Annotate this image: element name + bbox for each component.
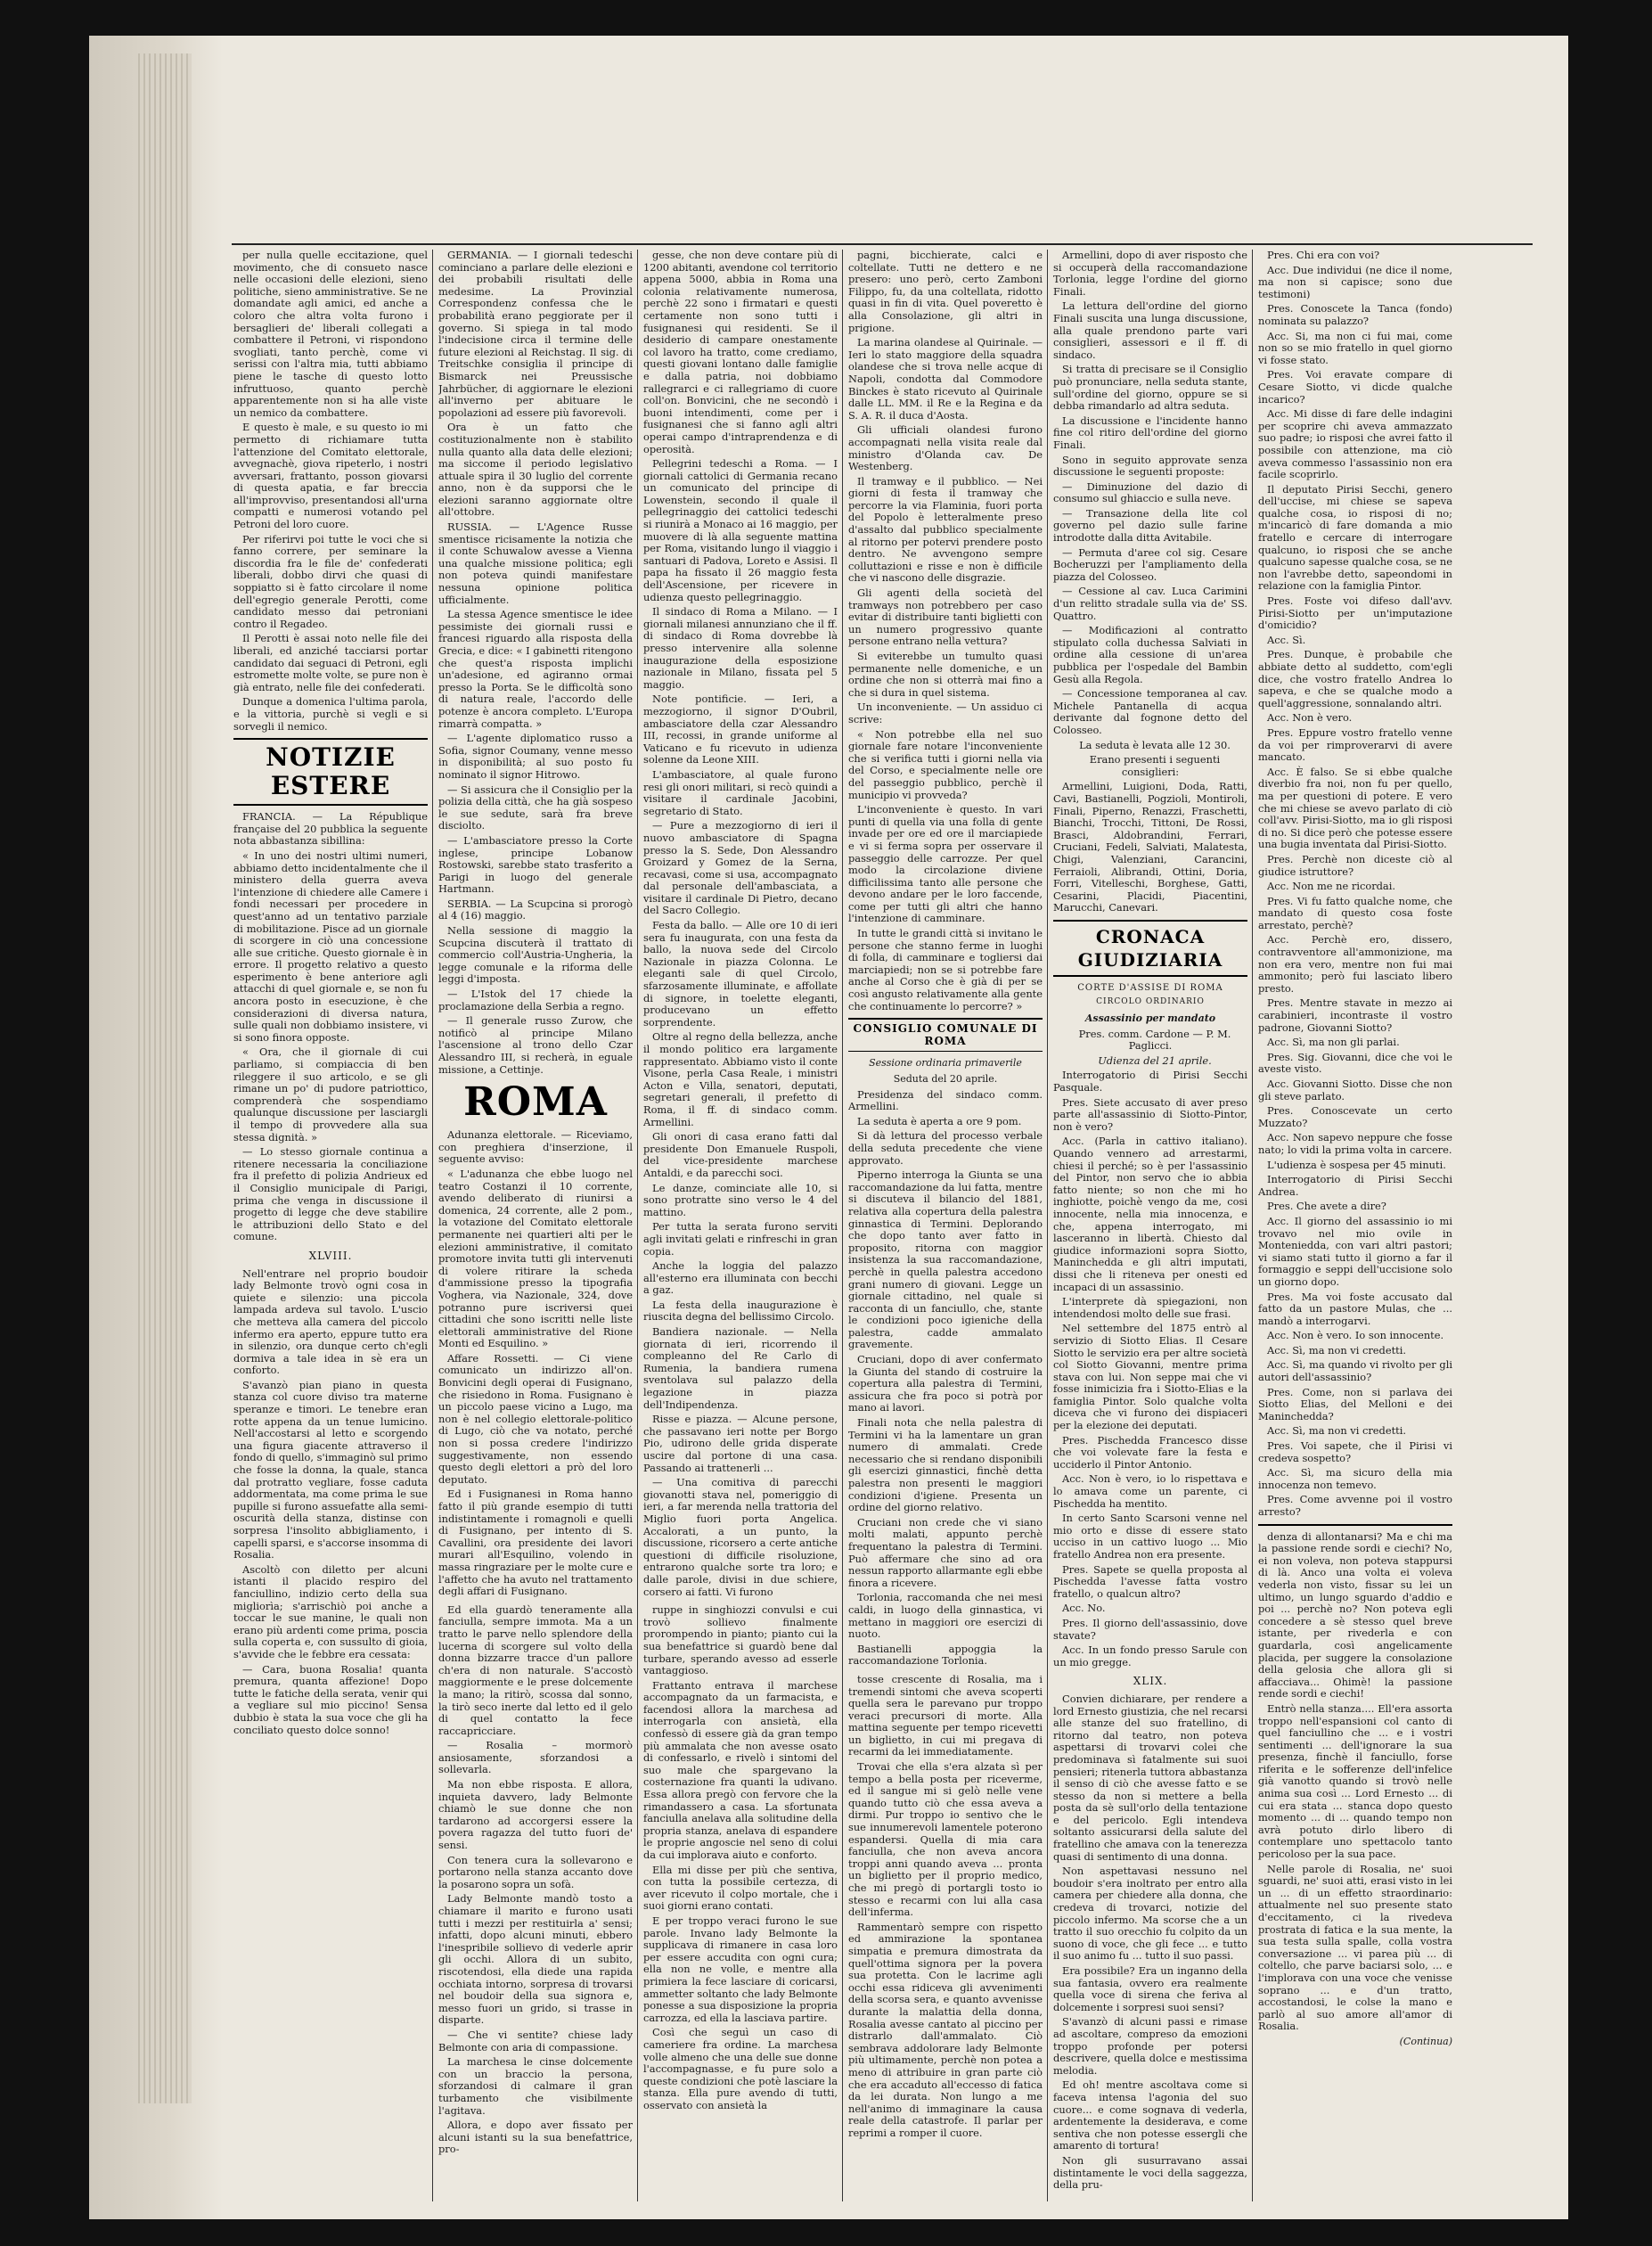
paragraph: — Permuta d'aree col sig. Cesare Bocheruzzi per l'ampliamento della piazza del Colosseo. — [1053, 545, 1247, 583]
paragraph: Ed ella guardò teneramente alla fanciulla, sempre immota. Ma a un tratto le parve nello splendore della lucerna di scorgere sul volto della donna bizzarre tracce d'un pallore ch'era di non naturale. S'accostò maggiormente e le prese dolcemente la mano; la ritirò, scossa dal sonno, la tirò seco inerte dal letto ed il gelo di quel contatto la fece raccapricciare. — [438, 1603, 633, 1737]
paragraph: Acc. Sì, ma non vi credetti. — [1267, 1343, 1406, 1357]
paragraph: Interrogatorio di Pirisi Secchi Pasquale. — [1053, 1069, 1247, 1094]
paragraph: pagni, bicchierate, calci e coltellate. Tutti ne dettero e ne presero: uno però, certo Zamboni Filippo, fu, da una coltellata, ridotto quasi in fin di vita. Quel poveretto è alla Consolazione, gli altri in prigione. — [848, 250, 1043, 334]
paragraph: Ed i Fusignanesi in Roma hanno fatto il più grande esempio di tutti indistintamente i romagnoli e quelli di Fusignano, per intento di S. Cavallini, ora presidente dei lavori murari all'Esquilino, volendo in massa ringraziare per le molte cure e l'affetto che ha avuto nel trattamento degli affari di Fusignano. — [438, 1488, 633, 1598]
paragraph: L'ambasciatore, al quale furono resi gli onori militari, si recò quindi a visitare il cardinale Jacobini, segretario di Stato. — [643, 767, 838, 817]
paragraph: Adunanza elettorale. — Riceviamo, con preghiera d'inserzione, il seguente avviso: — [438, 1128, 633, 1166]
paragraph: S'avanzò pian piano in questa stanza col cuore diviso tra materne speranze e timori. Le tenebre eran rotte appena da un tenue lumicino. Nell'accostarsi al letto e scorgendo una figura giacente attraverso il fondo di quello, s'immaginò sul primo che fosse la donna, la quale, stanca dal protratto vegliare, fosse caduta addormentata, ma come prima le sue pupille si furono assuefatte alla semi-oscurità della stanza, distinse con sorpresa l'insolito abbigliamento, i capelli sparsi, e s'accorse insomma di Rosalia. — [233, 1378, 428, 1562]
paragraph: Le danze, cominciate alle 10, si sono protratte sino verso le 4 del mattino. — [643, 1181, 838, 1218]
paragraph: Acc. Sì, ma quando vi rivolto per gli autori dell'assassinio? — [1258, 1358, 1452, 1384]
paragraph: Non gli susurravano assai distintamente le voci della saggezza, della pru- — [1053, 2153, 1247, 2192]
binding-spine — [138, 53, 192, 2103]
paragraph: Acc. Non è vero. Io son innocente. — [1267, 1329, 1444, 1342]
paragraph: — Rosalia – mormorò ansiosamente, sforzandosi a sollevarla. — [438, 1739, 633, 1776]
column-5 — [1053, 250, 1247, 2201]
paragraph: Si tratta di precisare se il Consiglio può pronunciare, nella seduta stante, sull'ordine del giorno, oppure se si debba rimandarlo ad altra seduta. — [1053, 363, 1247, 413]
paragraph: Acc. Sì, ma non vi credetti. — [1267, 1424, 1406, 1438]
paragraph: Acc. Non è vero, io lo rispettava e lo amava come un parente, ci Pischedda ha mentito. — [1053, 1472, 1247, 1510]
section-title-cronaca-giudiziaria: CRONACA GIUDIZIARIA — [1053, 920, 1247, 977]
paragraph: — L'agente diplomatico russo a Sofia, signor Coumany, venne messo in disponibilità; al suo posto fu nominato il signor Hitrowo. — [438, 732, 633, 781]
paragraph: Ora è un fatto che costituzionalmente non è stabilito nulla quanto alla data delle elezioni; ma siccome il periodo legislativo attuale spira il 30 luglio del corrente anno, non è da supporsi che le elezioni saranno aggiornate oltre all'ottobre. — [438, 421, 633, 519]
subtitle-corte: CORTE D'ASSISE DI ROMA — [1077, 982, 1223, 993]
paragraph: — Una comitiva di parecchi giovanotti stava nel, pomeriggio di ieri, a far merenda nella trattoria del Miglio fuori porta Angelica. Accalorati, a un punto, la discussione, ricorsero a certe antiche questioni di difficile risoluzione, entrarono qualche sorte tra loro; e dalle parole, divisi in due schiere, corsero ai fatti. Vi furono — [643, 1476, 838, 1598]
subtitle-assassinio: Assassinio per mandato — [1084, 1012, 1216, 1025]
paragraph: La marina olandese al Quirinale. — Ieri lo stato maggiore della squadra olandese che si trova nelle acque di Napoli, condotta dal Commodore Binckes è stato ricevuto al Quirinale dalle LL. MM. il Re e la Regina e da S. A. R. il duca d'Aosta. — [848, 336, 1043, 422]
paragraph: — Si assicura che il Consiglio per la polizia della città, che ha già sospeso le sue sedute, sarà fra breve disciolto. — [438, 783, 633, 832]
column-divider — [1047, 250, 1048, 2201]
paragraph: Armellini, Luigioni, Doda, Ratti, Cavi, Bastianelli, Pogzioli, Montiroli, Finali, Piperno, Renazzi, Fraschetti, Bianchi, Trocchi, Tittoni, De Rossi, Brasci, Aldobrandini, Ferrari, Cruciani, Fedeli, Salviati, Malatesta, Chigi, Valenziani, Carancini, Ferraioli, Alibrandi, Ottini, Doria, Forri, Vitelleschi, Borghese, Gatti, Cesarini, Placidi, Piacentini, Marucchi, Canevari. — [1053, 780, 1247, 914]
paragraph: Acc. Non me ne ricordai. — [1267, 880, 1395, 893]
paragraph: Si eviterebbe un tumulto quasi permanente nelle domeniche, e un ordine che non si otterrà mai fino a che si dura in quel sistema. — [848, 650, 1043, 699]
paragraph: Entrò nella stanza.... Ell'era assorta troppo nell'espansioni col canto di quel fanciullino che ... e i vostri sentimenti ... dell'ignorare la sua presenza, finchè il fanciullo, forse riferita e le sofferenze dell'infelice già vanotto quando si trovò nelle anima sua così ... Lord Ernesto ... di cui era stata ... stanca dopo questo momento ... di ... quando tempo non avrà potuto dirlo libero di contemplare uno spettacolo tanto pericoloso per la sua pace. — [1258, 1701, 1452, 1861]
paragraph: Acc. Mi disse di fare delle indagini per scoprire chi aveva ammazzato suo padre; io risposi che avrei fatto il possibile con attenzione, ma ciò aveva commesso l'assassinio non era facile scoprirlo. — [1258, 407, 1452, 481]
paragraph: RUSSIA. — L'Agence Russe smentisce ricisamente la notizia che il conte Schuwalow avesse a Vienna una qualche missione politica; egli non poteva quindi manifestare nessuna opinione politica ufficialmente. — [438, 521, 633, 606]
paragraph: Per riferirvi poi tutte le voci che si fanno correre, per seminare la discordia fra le file de' confederati liberali, dobbo dirvi che quasi di soppiatto si è fatto circolare il nome dell'egregio generale Perotti, come candidato messo dai petroniani contro il Regadeo. — [233, 532, 428, 630]
header-rule — [232, 243, 1533, 245]
paragraph: Acc. Sì. — [1267, 633, 1306, 646]
paragraph: Pres. Come avvenne poi il vostro arresto? — [1258, 1493, 1452, 1518]
paragraph: Oltre al regno della bellezza, anche il mondo politico era largamente rappresentato. Abbiamo visto il conte Visone, perla Casa Reale, i ministri Acton e Villa, senatori, deputati, segretari generali, il prefetto di Roma, il ff. di sindaco comm. Armellini. — [643, 1030, 838, 1128]
paragraph: — Concessione temporanea al cav. Michele Pantanella di acqua derivante dal fognone detto del Colosseo. — [1053, 687, 1247, 736]
paragraph: Pres. Perchè non diceste ciò al giudice istruttore? — [1258, 852, 1452, 878]
paragraph: Acc. No. — [1062, 1602, 1106, 1615]
paragraph: Nell'entrare nel proprio boudoir lady Belmonte trovò ogni cosa in quiete e silenzio: una piccola lampada ardeva sul tavolo. L'uscio che metteva alla camera del piccolo infermo era aperto, eppure tutto era in silenzio, ora dunque certo ch'egli dormiva a tale idea in sè era un conforto. — [233, 1266, 428, 1377]
paragraph: Dunque a domenica l'ultima parola, e la vittoria, purchè si vegli e si sorvegli il nemico. — [233, 695, 428, 733]
paragraph: S'avanzò di alcuni passi e rimase ad ascoltare, compreso da emozioni troppo profonde per potersi descrivere, quella dolce e mestissima melodia. — [1053, 2015, 1247, 2077]
paragraph: Piperno interroga la Giunta se una raccomandazione da lui fatta, mentre si discuteva il bilancio del 1881, relativa alla copertura della palestra ginnastica di Termini. Deplorando che dopo tanto aver fatto in proposito, ritorna con maggior insistenza la sua raccomandazione, perchè in quella palestra accedono grani numero di giovani. Legge un giornale cittadino, nel quale si racconta di un fanciullo, che, stante le condizioni poco igieniche della palestra, cadde ammalato gravemente. — [848, 1168, 1043, 1351]
paragraph: Nelle parole di Rosalia, ne' suoi sguardi, ne' suoi atti, erasi visto in lei un ... di un effetto straordinario: attualmente nel suo presente stato d'eccitamento, ci la rivedeva prostrata di fatica e la sua mente, la sua testa sulla spalle, colla vostra conversazione ... vi parea più ... di coltello, che parve baciarsi solo, ... e l'implorava con una voce che venisse soprano ... e d'un tratto, accostandosi, le colse la mano e parlò al suo amore all'amor di Rosalia. — [1258, 1862, 1452, 2033]
paragraph: — Transazione della lite col governo pel dazio sulle farine introdotte dalla ditta Avitabile. — [1053, 506, 1247, 545]
section-title-roma: ROMA — [463, 1079, 608, 1126]
paragraph: — Cessione al cav. Luca Carimini d'un relitto stradale sulla via de' SS. Quattro. — [1053, 585, 1247, 622]
paragraph: Pres. Voi eravate compare di Cesare Siotto, vi dicde qualche incarico? — [1258, 368, 1452, 406]
paragraph: Pres. comm. Cardone — P. M. Paglicci. — [1078, 1027, 1231, 1053]
paragraph: In certo Santo Scarsoni venne nel mio orto e disse di essere stato ucciso in un cattivo luogo ... Mio fratello Andrea non era presente. — [1053, 1512, 1247, 1561]
paragraph: Festa da ballo. — Alle ore 10 di ieri sera fu inaugurata, con una festa da ballo, la nuova sede del Circolo Nazionale in piazza Colonna. Le eleganti sale di quel Circolo, sfarzosamente illuminate, e affollate di signore, in toelette eleganti, producevano un effetto sorprendente. — [643, 919, 838, 1029]
paragraph: Acc. Non sapevo neppure che fosse nato; lo vidi la prima volta in carcere. — [1258, 1131, 1452, 1156]
paragraph: Pres. Vi fu fatto qualche nome, che mandato di questo cosa foste arrestato, perchè? — [1258, 894, 1452, 931]
paragraph: Gli agenti della società del tramways non potrebbero per caso evitar di distribuire tanti biglietti con un numero progressivo quante persone entrano nella vettura? — [848, 586, 1043, 648]
paragraph: Cruciani non crede che vi siano molti malati, appunto perchè frequentano la palestra di Termini. Può affermare che sino ad ora nessun rapporto allarmante egli ebbe finora a ricevere. — [848, 1515, 1043, 1589]
paragraph: Nella sessione di maggio la Scupcina discuterà il trattato di commercio coll'Austria-Ungheria, la legge comunale e la riforma delle leggi d'imposta. — [438, 924, 633, 986]
column-1-mid — [233, 811, 428, 1243]
paragraph: Allora, e dopo aver fissato per alcuni istanti su la sua benefattrice, pro- — [438, 2119, 633, 2156]
paragraph: Il sindaco di Roma a Milano. — I giornali milanesi annunziano che il ff. di sindaco di Roma dovrebbe là presso intervenire alla solenne inaugurazione della esposizione nazionale in Milano, fissata pel 5 maggio. — [643, 605, 838, 691]
paragraph: Acc. Sì, ma non gli parlai. — [1267, 1036, 1400, 1049]
paragraph: Ascoltò con diletto per alcuni istanti il placido respiro del fanciullino, indizio certo della sua migliorìa; s'arrischiò poi anche a toccar le sue manine, le quali non erano più ardenti come prima, poscia sulla coperta e, con sussulto di gioia, s'avvide che le febbre era cessata: — [233, 1562, 428, 1660]
paragraph: « Ora, che il giornale di cui parliamo, si compiaccia di ben rileggere il suo articolo, e se gli rimane un po' di pudore patriottico, comprenderà che sospendiamo qualunque discussione per lasciargli il tempo di provvedere alla sua stessa dignità. » — [233, 1045, 428, 1143]
paragraph: Pres. Foste voi difeso dall'avv. Pirisi-Siotto per un'imputazione d'omicidio? — [1258, 594, 1452, 632]
paragraph: Sono in seguito approvate senza discussione le seguenti proposte: — [1053, 453, 1247, 479]
paragraph: tosse crescente di Rosalia, ma i tremendi sintomi che aveva scoperti quella sera le parevano pur troppo veraci precursori di morte. Alla mattina seguente per tempo ricevetti un biglietto, in cui mi pregava di recarmi da lei immediatamente. — [848, 1672, 1043, 1758]
section-divider — [1258, 1524, 1452, 1526]
paragraph: Rammentarò sempre con rispetto ed ammirazione la spontanea simpatia e premura dimostrata da quell'ottima signora per la povera sua protetta. Con le lacrime agli occhi essa ridiceva gli avvenimenti della scorsa sera, e quanto avvenisse durante la malattia della donna, Rosalia avesse cantato al piccino per distrarlo dall'ammalato. Ciò sembrava addolorare lady Belmonte più ultimamente, perchè non potea a meno di attribuire in gran parte ciò che era accaduto all'eccesso di fatica da lei durata. Non lungo a me nell'animo di immaginare la causa reale della catastrofe. Il parlar per reprimi a romper il cuore. — [848, 1920, 1043, 2139]
paragraph: La discussione e l'incidente hanno fine col ritiro dell'ordine del giorno Finali. — [1053, 414, 1247, 451]
paragraph: — L'Istok del 17 chiede la proclamazione della Serbia a regno. — [438, 988, 633, 1012]
paragraph: Udienza del 21 aprile. — [1098, 1053, 1212, 1067]
column-divider — [637, 250, 638, 2201]
paragraph: Pres. Come, non si parlava dei Siotto Elias, del Melloni e dei Maninchedda? — [1258, 1385, 1452, 1422]
paragraph: Acc. Giovanni Siotto. Disse che non gli steve parlato. — [1258, 1078, 1452, 1103]
paragraph: Pres. Siete accusato di aver preso parte all'assassinio di Siotto-Pintor, non è vero? — [1053, 1095, 1247, 1133]
paragraph: L'udienza è sospesa per 45 minuti. — [1267, 1158, 1446, 1171]
paragraph: Pres. Sig. Giovanni, dice che voi le aveste visto. — [1258, 1050, 1452, 1076]
paragraph: La lettura dell'ordine del giorno Finali suscita una lunga discussione, alla quale prendono parte vari consiglieri, assessori e il ff. di sindaco. — [1053, 299, 1247, 361]
paragraph: Acc. Non è vero. — [1267, 711, 1353, 725]
paragraph: La stessa Agence smentisce le idee pessimiste dei giornali russi e francesi riguardo alla risposta della Grecia, e dice: « I gabinetti ritengono che quest'a risposta implichi un'adesione, ed agiranno ormai presso la Porta. Se le difficoltà sono di natura reale, l'accordo delle potenze è ancora completo. L'Europa rimarrà compatta. » — [438, 608, 633, 730]
subtitle-seduta: Seduta del 20 aprile. — [893, 1073, 998, 1085]
column-3 — [643, 250, 838, 2201]
subtitle-sessione: Sessione ordinaria primaverile — [869, 1057, 1022, 1070]
column-divider — [1252, 250, 1253, 2201]
column-4 — [848, 250, 1043, 2201]
column-1-top — [233, 250, 428, 733]
paragraph: « L'adunanza che ebbe luogo nel teatro Costanzi il 10 corrente, avendo deliberato di riunirsi a domenica, 24 corrente, alle 2 pom., la votazione del Comitato elettorale permanente nei quartieri alti per le elezioni amministrative, il comitato promotore invita tutti gli intervenuti di volere ritirare la scheda d'ammissione presso la tipografia Voghera, via Nazionale, 324, dove potranno pure iscriversi quei cittadini che sono iscritti nelle liste elettorali amministrative del Rione Monti ed Esquilino. » — [438, 1167, 633, 1350]
paragraph: Il deputato Pirisi Secchi, genero dell'uccise, mi chiese se sapeva qualche cosa, io risposi di no; m'incaricò di fare domanda a mio fratello e cercare di interrogare qualcuno, io risposi che se anche qualcuno sapesse qualche cosa, se ne non l'avrebbe detto, sapeondomi in relazione con la famiglia Pintor. — [1258, 482, 1452, 593]
paragraph: Trovai che ella s'era alzata sì per tempo a bella posta per riceverme, ed il sangue mi si gelò nelle vene quando tutto ciò che essa aveva a dirmi. Pur troppo io sentivo che le sue innumerevoli lamentele poterono espandersi. Quella di mia cara fanciulla, che non aveva ancora troppi anni quando aveva ... pronta un biglietto per il proprio medico, che mi pregò di portargli tosto io stesso e recarmi con lui alla casa dell'inferma. — [848, 1760, 1043, 1919]
newspaper-page — [89, 36, 1568, 2219]
paragraph: Presidenza del sindaco comm. Armellini. — [848, 1087, 1043, 1113]
paragraph: L'interprete dà spiegazioni, non intendendosi molto delle sue frasi. — [1053, 1295, 1247, 1320]
paragraph: — L'ambasciatore presso la Corte inglese, principe Lobanow Rostowski, sarebbe stato trasferito a Parigi in luogo del generale Hartmann. — [438, 833, 633, 896]
paragraph: Acc. In un fondo presso Sarule con un mio gregge. — [1053, 1644, 1247, 1668]
paragraph: ruppe in singhiozzi convulsi e cui trovò sollievo finalmente prorompendo in pianto; pianto cui la sua benefattrice si guardò bene dal turbare, sperando avesso ad esserle vantaggioso. — [643, 1603, 838, 1677]
paragraph: — Lo stesso giornale continua a ritenere necessaria la conciliazione fra il prefetto di polizia Andrieux ed il Consiglio municipale di Parigi, prima che venga in discussione il progetto di legge che deve stabilire le attribuzioni dello Stato e del comune. — [233, 1145, 428, 1243]
paragraph: Ma non ebbe risposta. E allora, inquieta davvero, lady Belmonte chiamò le sue donne che non tardarono ad accorgersi essere la povera ragazza del tutto fuori de' sensi. — [438, 1778, 633, 1852]
section-title-consiglio: CONSIGLIO COMUNALE DI ROMA — [848, 1018, 1043, 1052]
paragraph: Acc. Sì, ma sicuro della mia innocenza non temevo. — [1258, 1466, 1452, 1491]
paragraph: Per tutta la serata furono serviti agli invitati gelati e rinfreschi in gran copia. — [643, 1220, 838, 1258]
paragraph: Erano presenti i seguenti consiglieri: — [1089, 753, 1221, 778]
paragraph: La seduta è levata alle 12 30. — [1079, 738, 1231, 751]
paragraph: Gli ufficiali olandesi furono accompagnati nella visita reale dal ministro d'Olanda cav. De Westenberg. — [848, 423, 1043, 473]
column-divider — [432, 250, 433, 2201]
paragraph: Torlonia, raccomanda che nei mesi caldi, in luogo della ginnastica, vi mettano in maggiori ore esercizi di nuoto. — [848, 1591, 1043, 1641]
paragraph: Lady Belmonte mandò tosto a chiamare il marito e furono usati tutti i mezzi per restituirla a' sensi; infatti, dopo alcuni minuti, ebbero l'inespribile sollievo di vederle aprir gli occhi. Allora di un subito, riscotendosi, ella diede una rapida occhiata intorno, sorpresa di trovarsi nel boudoir della sua signora e, messo fuori un grido, si trasse in disparte. — [438, 1892, 633, 2027]
paragraph: « Non potrebbe ella nel suo giornale fare notare l'inconveniente che si verifica tutti i giorni nella via del Corso, e specialmente nelle ore del passeggio pubblico, perchè il municipio vi provveda? — [848, 727, 1043, 801]
paragraph: — Che vi sentite? chiese lady Belmonte con aria di compassione. — [438, 2028, 633, 2053]
section-title-notizie-estere: NOTIZIE ESTERE — [233, 738, 428, 806]
paragraph: Nel settembre del 1875 entrò al servizio di Siotto Elias. Il Cesare Siotto le servizio era per altre società col Siotto Giovanni, mentre prima stava con lui. Non seppe mai che vi fosse inimicizia fra i Siotto-Elias e la famiglia Pintor. Solo qualche volta diceva che vi furono dei dispiaceri per la elezione dei deputati. — [1053, 1322, 1247, 1432]
paragraph: — Cara, buona Rosalia! quanta premura, quanta affezione! Dopo tutte le fatiche della serata, venir qui a vegliare sul mio piccino! Sensa dubbio è stata la sua voce che gli ha conciliato questo dolce sonno! — [233, 1662, 428, 1736]
paragraph: Pres. Ma voi foste accusato dal fatto da un pastore Mulas, che ... mandò a interrogarvi. — [1258, 1290, 1452, 1327]
paragraph: Era possibile? Era un inganno della sua fantasia, ovvero era realmente quella voce di sirena che feriva al dolcemente i sorpresi suoi sensi? — [1053, 1964, 1247, 2013]
paragraph: Il tramway e il pubblico. — Nei giorni di festa il tramway che percorre la via Flaminia, fuori porta del Popolo è letteralmente preso d'assalto dal pubblico specialmente al ritorno per potervi prendere posto dentro. Ne avvengono sempre colluttazioni e risse e non è difficile che vi nascono delle disgrazie. — [848, 474, 1043, 585]
column-6 — [1258, 250, 1452, 2201]
paragraph: — Il generale russo Zurow, che notificò al principe Milano l'ascensione al trono dello Czar Alessandro III, si recherà, in eguale missione, a Cettinje. — [438, 1014, 633, 1076]
paragraph: Armellini, dopo di aver risposto che si occuperà della raccomandazione Torlonia, legge l'ordine del giorno Finali. — [1053, 250, 1247, 298]
paragraph: denza di allontanarsi? Ma e chi ma la passione rende sordi e ciechi? No, ei non voleva, non poteva stappursi di là. Anco una volta ei voleva vederla non visto, fissar su lei un ultimo, un lungo sguardo d'addio e poi ... perchè no? Non poteva egli concedere a sè stesso quel breve istante, per rivederla e con guardarla, così angelicamente placida, per suggere la consolazione della gelosia che allora gli si affacciava... Ohimè! la passione rende sordi e ciechi! — [1258, 1529, 1452, 1701]
paragraph: Ella mi disse per più che sentiva, con tutta la possibile certezza, di aver ricevuto il colpo mortale, che i suoi giorni erano contati. — [643, 1863, 838, 1913]
paragraph: E questo è male, e su questo io mi permetto di richiamare tutta l'attenzione del Comitato elettorale, avvegnachè, giova ripeterlo, i nostri avversari, frattanto, posson giovarsi di questa apatia, e far breccia all'improvviso, presentandosi all'urna compatti e numerosi votando pel Petroni del loro cuore. — [233, 421, 428, 531]
paragraph: Pres. Il giorno dell'assassinio, dove stavate? — [1053, 1616, 1247, 1642]
paragraph: Gli onori di casa erano fatti dal presidente Don Emanuele Ruspoli, del vice-presidente marchese Antaldi, e da parecchi soci. — [643, 1130, 838, 1179]
paragraph: Acc. Il giorno del assassinio io mi trovavo nel mio ovile in Monteniedda, con vari altri pastori; vi siamo stati tutto il giorno a far il formaggio e seppi dell'uccisione solo un giorno dopo. — [1258, 1214, 1452, 1288]
paragraph: Note pontificie. — Ieri, a mezzogiorno, il signor D'Oubril, ambasciatore della czar Alessandro III, recossi, in grande uniforme al Vaticano e fu ricevuto in udienza solenne da Leone XIII. — [643, 693, 838, 766]
paragraph: Acc. (Parla in cattivo italiano). Quando vennero ad arrestarmi, chiesi il perché; so è per l'assassinio del Pintor, non servo che io abbia fatto niente; so non che mi ho inghiotte, poichè vengo da me, cosi innocente, nella mia innocenza, e che, appena interrogato, mi lasceranno in libertà. Chiesto dal giudice informazioni sopra Siotto, Maninchedda e gli altri imputati, dissi che li riteneva per onesti ed incapaci di un assassinio. — [1053, 1135, 1247, 1293]
paragraph: Cruciani, dopo di aver confermato la Giunta del stando di costruire la copertura alla palestra di Termini, assicura che fra poco si potrà por mano ai lavori. — [848, 1353, 1043, 1414]
paragraph: Acc. È falso. Se si ebbe qualche diverbio fra noi, non fu per quello, ma per questioni di potere. E vero che mi chiese se avevo parlato di ciò coll'avv. Pirisi-Siotto, ma io gli risposi di no. Si dice però che potesse essere una bugia inventata dal Pirisi-Siotto. — [1258, 765, 1452, 851]
paragraph: — Diminuzione del dazio di consumo sul ghiaccio e sulla neve. — [1053, 480, 1247, 505]
paragraph: Pres. Sapete se quella proposta al Pischedda l'avesse fatta vostro fratello, o qualcun altro? — [1053, 1562, 1247, 1600]
paragraph: Convien dichiarare, per rendere a lord Ernesto giustizia, che nel recarsi alle stanze del suo fratellino, di ritorno dal teatro, non poteva aspettarsi di trovarvi colei che predominava sì fatalmente sui suoi pensieri; ritenerla tuttora abbastanza il senso di ciò che avesse fatto e se stesso da non si mettere a bella posta da sè sull'orlo della tentazione e del pericolo. Egli intendeva soltanto assicurarsi della salute del fratellino che amava con la tenerezza quasi di sentimento di una donna. — [1053, 1692, 1247, 1863]
paragraph: La seduta è aperta a ore 9 pom. — [857, 1114, 1022, 1127]
paragraph: Bastianelli appoggia la raccomandazione Torlonia. — [848, 1642, 1043, 1668]
paragraph: Pres. Conoscete la Tanca (fondo) nominata su palazzo? — [1258, 302, 1452, 327]
column-1-feuilleton — [233, 1268, 428, 1737]
paragraph: Ed oh! mentre ascoltava come si faceva intensa l'agonia del suo cuore... e come sognava di vederla, ardentemente la desiderava, e come sentiva che non potesse essergli che amarento di tortura! — [1053, 2078, 1247, 2152]
paragraph: Acc. Perchè ero, dissero, contravventore all'ammonizione, ma non era vero, mentre non fui mai ammonito; però fui lasciato libero presto. — [1258, 933, 1452, 995]
paragraph: Pellegrini tedeschi a Roma. — I giornali cattolici di Germania recano un comunicato del principe di Lowenstein, secondo il quale il pellegrinaggio dei cattolici tedeschi si riunirà a Monaco ai 16 maggio, per muovere di là alla seguente mattina per Roma, visitando lungo il viaggio i santuari di Padova, Loreto e Assisi. Il papa ha fissato il 26 maggio festa dell'Ascensione, per ricevere in udienza questo pellegrinaggio. — [643, 457, 838, 603]
paragraph: Pres. Conoscevate un certo Muzzato? — [1258, 1104, 1452, 1129]
paragraph: La marchesa le cinse dolcemente con un braccio la persona, sforzandosi di calmare il gran turbamento che visibilmente l'agitava. — [438, 2055, 633, 2117]
paragraph: Così che seguì un caso di cameriere fra ordine. La marchesa volle almeno che una delle sue donne l'accompagnasse, e fu pure solo a queste condizioni che potè lasciare la stanza. Ella pure avendo di tutti, osservato con ansietà la — [643, 2026, 838, 2111]
paragraph: Pres. Mentre stavate in mezzo ai carabinieri, incontraste il vostro padrone, Giovanni Siotto? — [1258, 996, 1452, 1034]
paragraph: « In uno dei nostri ultimi numeri, abbiamo detto incidentalmente che il ministero della guerra aveva l'intenzione di chiedere alle Camere i fondi necessari per procedere in quest'anno ad un tentativo parziale di mobilitazione. Pisce ad un giornale di scorgere in ciò una concessione alle sue critiche. Questo giornale è in errore. Il progetto relativo a questo esperimento è bene anteriore agli attacchi di quel giornale e, se non fu ancora posto in esecuzione, è che considerazioni di diversa natura, sulle quali non dobbiamo insistere, vi si sono finora opposte. — [233, 848, 428, 1044]
paragraph: E per troppo veraci furono le sue parole. Invano lady Belmonte la supplicava di rimanere in casa loro per essere accudita con ogni cura; ella non ne volle, e mentre alla primiera la fece lasciare di coricarsi, ammetter soltanto che lady Belmonte ponesse a sua disposizione la propria carrozza, ed ella la lasciava partire. — [643, 1914, 838, 2024]
column-divider — [842, 250, 843, 2201]
paragraph: — Modificazioni al contratto stipulato colla duchessa Salviati in ordine alla cessione di un'area pubblica per l'ospedale del Bambin Gesù alla Regola. — [1053, 624, 1247, 685]
column-1 — [233, 250, 428, 2201]
paragraph: Si dà lettura del processo verbale della seduta precedente che viene approvato. — [848, 1129, 1043, 1167]
paragraph: Pres. Eppure vostro fratello venne da voi per rimproverarvi di avere mancato. — [1258, 725, 1452, 764]
paragraph: Interrogatorio di Pirisi Secchi Andrea. — [1258, 1173, 1452, 1198]
paragraph: La festa della inaugurazione è riuscita degna del bellissimo Circolo. — [643, 1298, 838, 1324]
paragraph: Pres. Dunque, è probabile che abbiate detto al suddetto, com'egli dice, che vostro fratello Andrea lo sapeva, e che se qualche modo a quell'aggressione, sonnalando altri. — [1258, 648, 1452, 709]
subtitle-circolo: CIRCOLO ORDINARIO — [1096, 997, 1205, 1007]
paragraph: L'inconveniente è questo. In vari punti di quella via una folla di gente invade per ore ed ore il marciapiede e vi si ferma sopra per osservare il passeggio delle carrozze. Per quel modo la circolazione diviene difficilissima tanto alle persone che devono andare per le loro faccende, come per tutti gli altri che hanno l'intenzione di camminare. — [848, 803, 1043, 925]
paragraph: Pres. Che avete a dire? — [1267, 1200, 1386, 1213]
paragraph: Risse e piazza. — Alcune persone, che passavano ieri notte per Borgo Pio, udirono delle grida disperate uscire dal portone di una casa. Passando ai trattenerli ... — [643, 1413, 838, 1474]
paragraph: Bandiera nazionale. — Nella giornata di ieri, ricorrendo il compleanno del Re Carlo di Rumenia, la bandiera rumena sventolava sul palazzo della legazione in piazza dell'Indipendenza. — [643, 1325, 838, 1411]
paragraph: FRANCIA. — La République française del 20 pubblica la seguente nota abbastanza sibillina: — [233, 810, 428, 848]
paragraph: Acc. Si, ma non ci fui mai, come non so se mio fratello in quel giorno vi fosse stato. — [1258, 329, 1452, 366]
paragraph: GERMANIA. — I giornali tedeschi cominciano a parlare delle elezioni e dei probabili risultati delle medesime. La Provinzial Correspondenz confessa che le probabilità erano peggiorate per il governo. Si spiega in tal modo l'indecisione circa il termine delle future elezioni al Reichstag. Il sig. di Treitschke consiglia il principe di Bismarck nei Preussische Jahrbücher, di aggiornare le elezioni all'inverno per abituare le popolazioni ad essere più favorevoli. — [438, 250, 633, 419]
paragraph: Frattanto entrava il marchese accompagnato da un farmacista, e facendosi allora la marchesa ad interrogarla con ansietà, ella confessò di essere già da gran tempo più ammalata che non avesse osato di confessarlo, e rivelò i sintomi del suo male che spargevano la costernazione fra quanti la udivano. Essa allora pregò con fervore che la rimandassero a casa. La sfortunata fanciulla anelava alla solitudine della propria stanza, anelava di espandere le proprie angoscie nel seno di colui da cui implorava aiuto e conforto. — [643, 1678, 838, 1861]
paragraph: gesse, che non deve contare più di 1200 abitanti, avendone col territorio appena 5000, abbia in Roma una colonia relativamente numerosa, perchè 22 sono i firmatari e questi certamente non sono tutti i fusignanesi qui residenti. Se il desiderio di campare onestamente col lavoro ha tratto, come crediamo, questi giovani lontano dalle famiglie e dalla patria, noi dobbiamo rallegrarci e ci rallegriamo di cuore coll'on. Bonvicini, che ne secondò i buoni intendimenti, come per i fusignanesi che si fanno agli altri operai campo d'intraprendenza e di operosità. — [643, 250, 838, 455]
chapter-number: XLIX. — [1133, 1675, 1168, 1688]
paragraph: Pres. Chi era con voi? — [1267, 250, 1380, 261]
paragraph: Pres. Pischedda Francesco disse che voi volevate fare la festa e ucciderlo il Pintor Antonio. — [1053, 1433, 1247, 1471]
paragraph: — Pure a mezzogiorno di ieri il nuovo ambasciatore di Spagna presso la S. Sede, Don Alessandro Groizard y Gomez de la Serna, recavasi, come si usa, accompagnato dal personale dell'ambasciata, a visitare il cardinale Di Pietro, decano del Sacro Collegio. — [643, 819, 838, 917]
paragraph: In tutte le grandi città si invitano le persone che stanno ferme in luoghi di folla, di camminare e togliersi dai marciapiedi; non se si potrebbe fare anche al Corso che è già di per se così angusto relativamente alla gente che continuamente lo percorre? » — [848, 927, 1043, 1012]
paragraph: Pres. Voi sapete, che il Pirisi vi credeva sospetto? — [1258, 1439, 1452, 1464]
paragraph: Con tenera cura la sollevarono e portarono nella stanza accanto dove la posarono sopra un sofà. — [438, 1853, 633, 1890]
paragraph: Acc. Due individui (ne dice il nome, ma non si capisce; sono due testimoni) — [1258, 263, 1452, 300]
continua-label: (Continua) — [1399, 2035, 1452, 2047]
paragraph: SERBIA. — La Scupcina si prorogò al 4 (16) maggio. — [438, 897, 633, 922]
paragraph: per nulla quelle eccitazione, quel movimento, che di consueto nasce nelle occasioni delle elezioni, sieno politiche, sieno amministrative. Se ne domandate agli amici, ed anche a coloro che altra volta furono i bersaglieri de' liberali collegati a combattere il Petroni, vi rispondono svogliati, tanto perchè, come vi serissi con l'altra mia, tutti abbiamo piene le tasche di questo lotto infruttuoso, quanto perchè apparentemente non si ha alle viste un nemico da combattere. — [233, 250, 428, 419]
column-2 — [438, 250, 633, 2201]
paragraph: Finali nota che nella palestra di Termini vi ha la lamentare un gran numero di ammalati. Crede necessario che si rendano disponibili gli esercizi ginnastici, finchè detta palestra non presenti le maggiori condizioni d'igiene. Presenta un ordine del giorno relativo. — [848, 1416, 1043, 1514]
paragraph: Il Perotti è assai noto nelle file dei liberali, ed anziché tacciarsi portar candidato dai seguaci di Petroni, egli estromette molte volte, se pure non è già entrato, nelle file dei confederati. — [233, 632, 428, 693]
paragraph: Affare Rossetti. — Ci viene comunicato un indirizzo all'on. Bonvicini degli operai di Fusignano, che risiedono in Roma. Fusignano è un piccolo paese vicino a Lugo, ma non è nel collegio elettorale-politico di Lugo, ciò che va notato, perché non si possa credere l'indirizzo suggestivamente, non essendo questo degli elettori a prò del loro deputato. — [438, 1351, 633, 1486]
chapter-number: XLVIII. — [308, 1249, 353, 1262]
paragraph: Non aspettavasi nessuno nel boudoir s'era inoltrato per entro alla camera per chiedere alla donna, che credeva di trovarci, notizie del piccolo infermo. Ma scorse che a un tratto il suo orecchio fu colpito da un suono di voce, che gli fece ... e tutto il suo animo fu ... tutto il suo passi. — [1053, 1865, 1247, 1963]
paragraph: Un inconveniente. — Un assiduo ci scrive: — [848, 701, 1043, 725]
paragraph: Anche la loggia del palazzo all'esterno era illuminata con becchi a gaz. — [643, 1259, 838, 1297]
